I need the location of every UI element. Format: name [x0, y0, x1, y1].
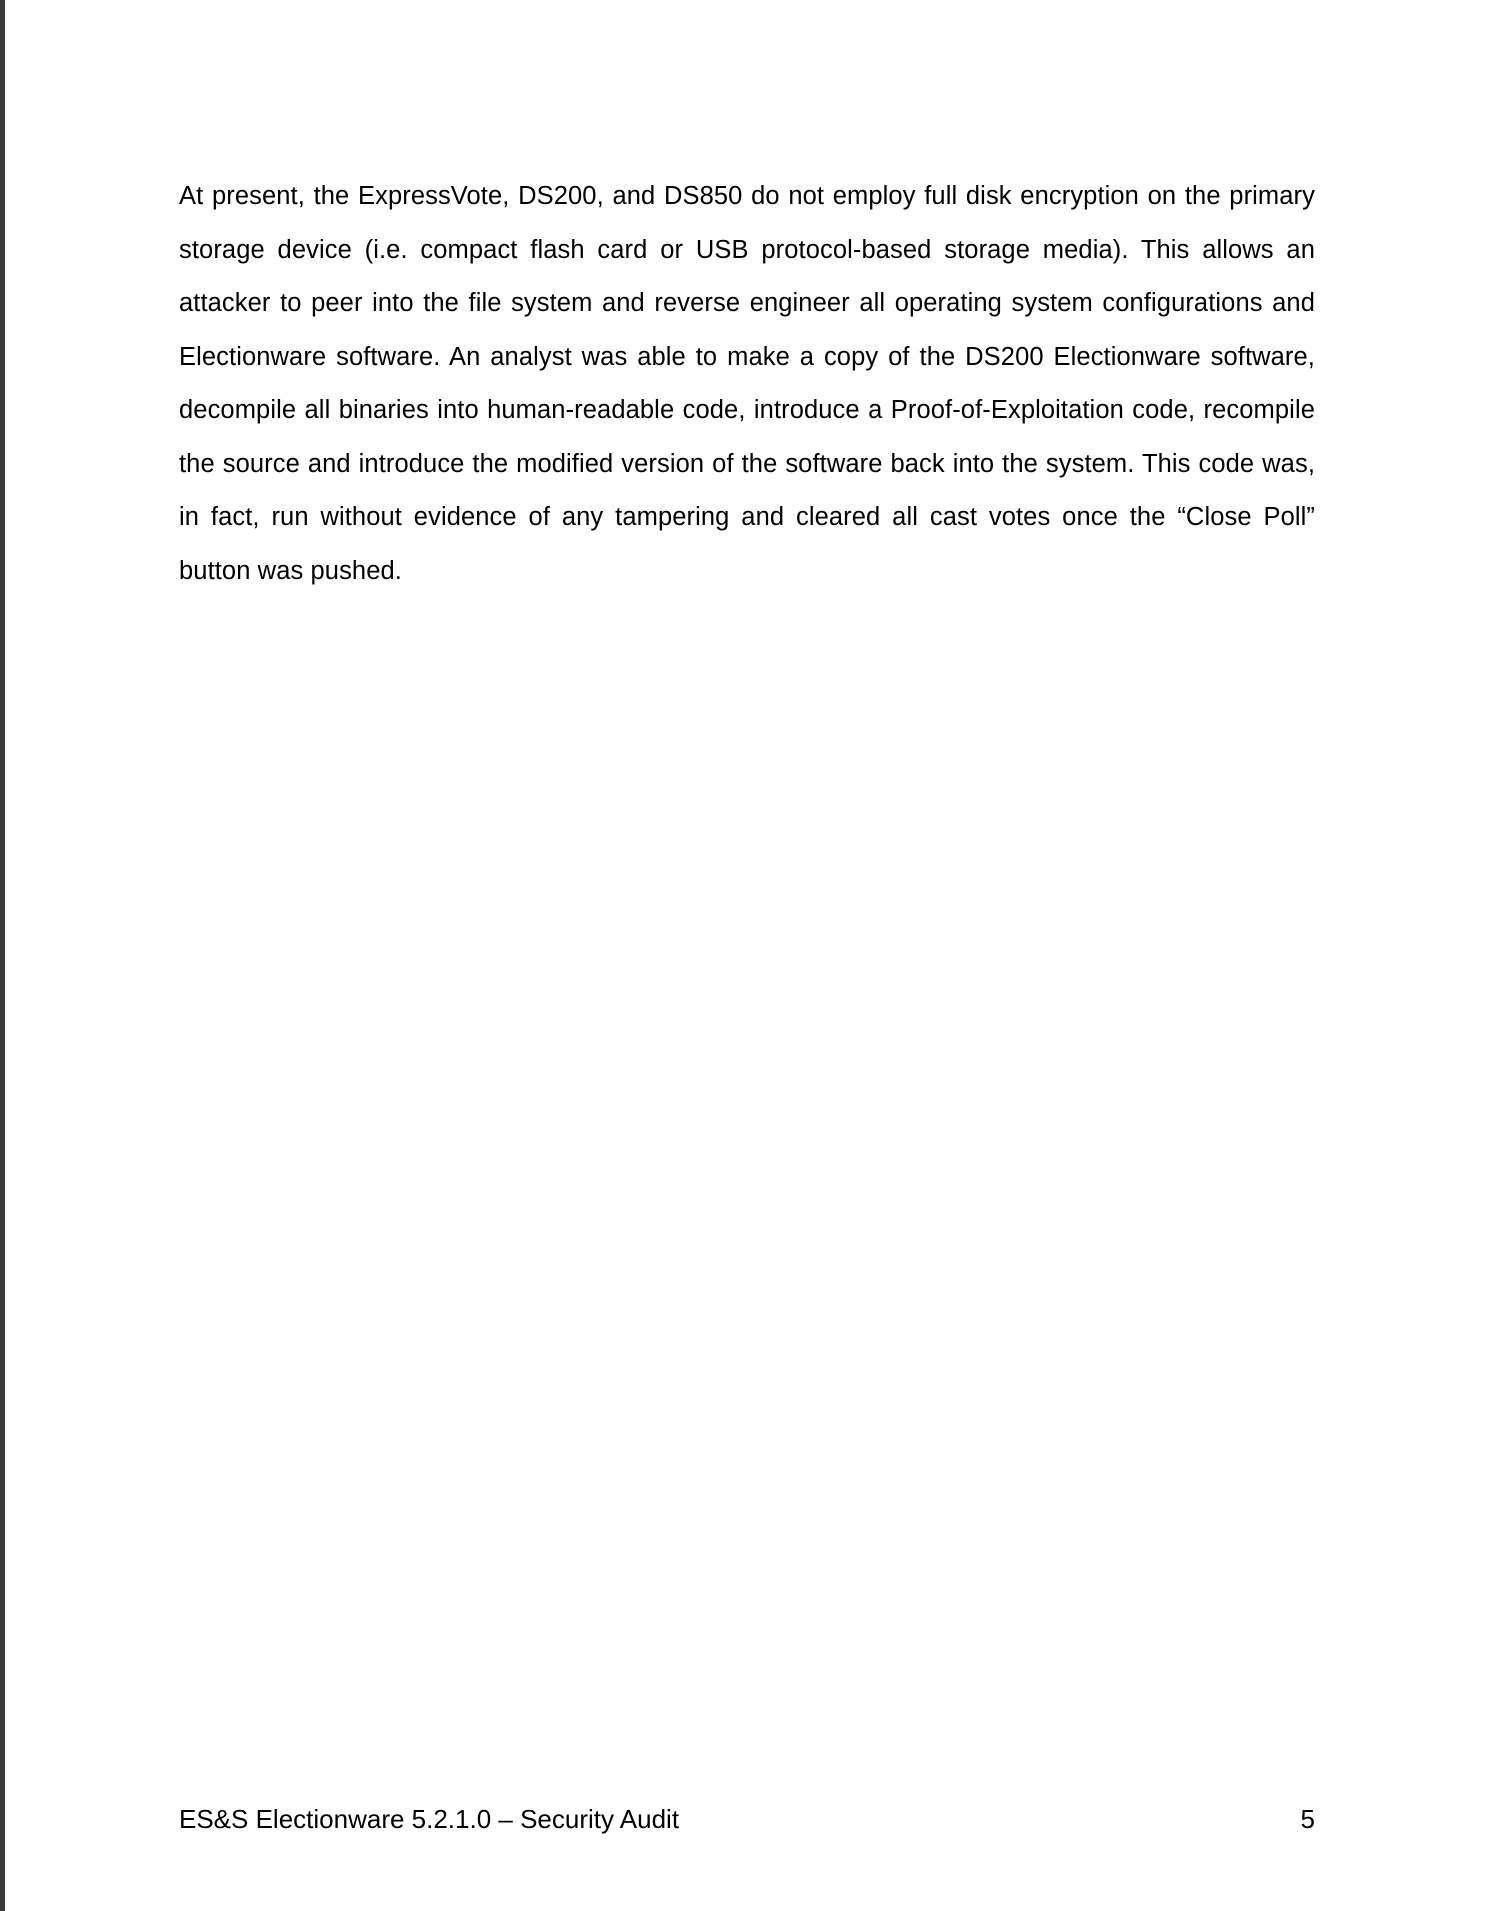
page-left-border — [0, 0, 5, 1911]
body-paragraph: At present, the ExpressVote, DS200, and DS850 do not employ full disk encryption on the primary storage device (i.e. compact flash card or USB protocol-based storage media). This allows an attacker to peer into the file system and reverse engineer all operating system configurations and Electionware software. An analyst was able to make a copy of the DS200 Electionware software, decompile all binaries into human-readable code, introduce a Proof-of-Exploitation code, recompile the source and introduce the modified version of the software back into the system. This code was, in fact, run without evidence of any tampering and cleared all cast votes once the “Close Poll” button was pushed. — [179, 182, 1315, 585]
page-footer — [179, 1799, 1315, 1839]
page-number: 5 — [1300, 1804, 1315, 1834]
footer-title: ES&S Electionware 5.2.1.0 – Security Audit — [179, 1804, 680, 1834]
page-content — [179, 170, 1315, 598]
